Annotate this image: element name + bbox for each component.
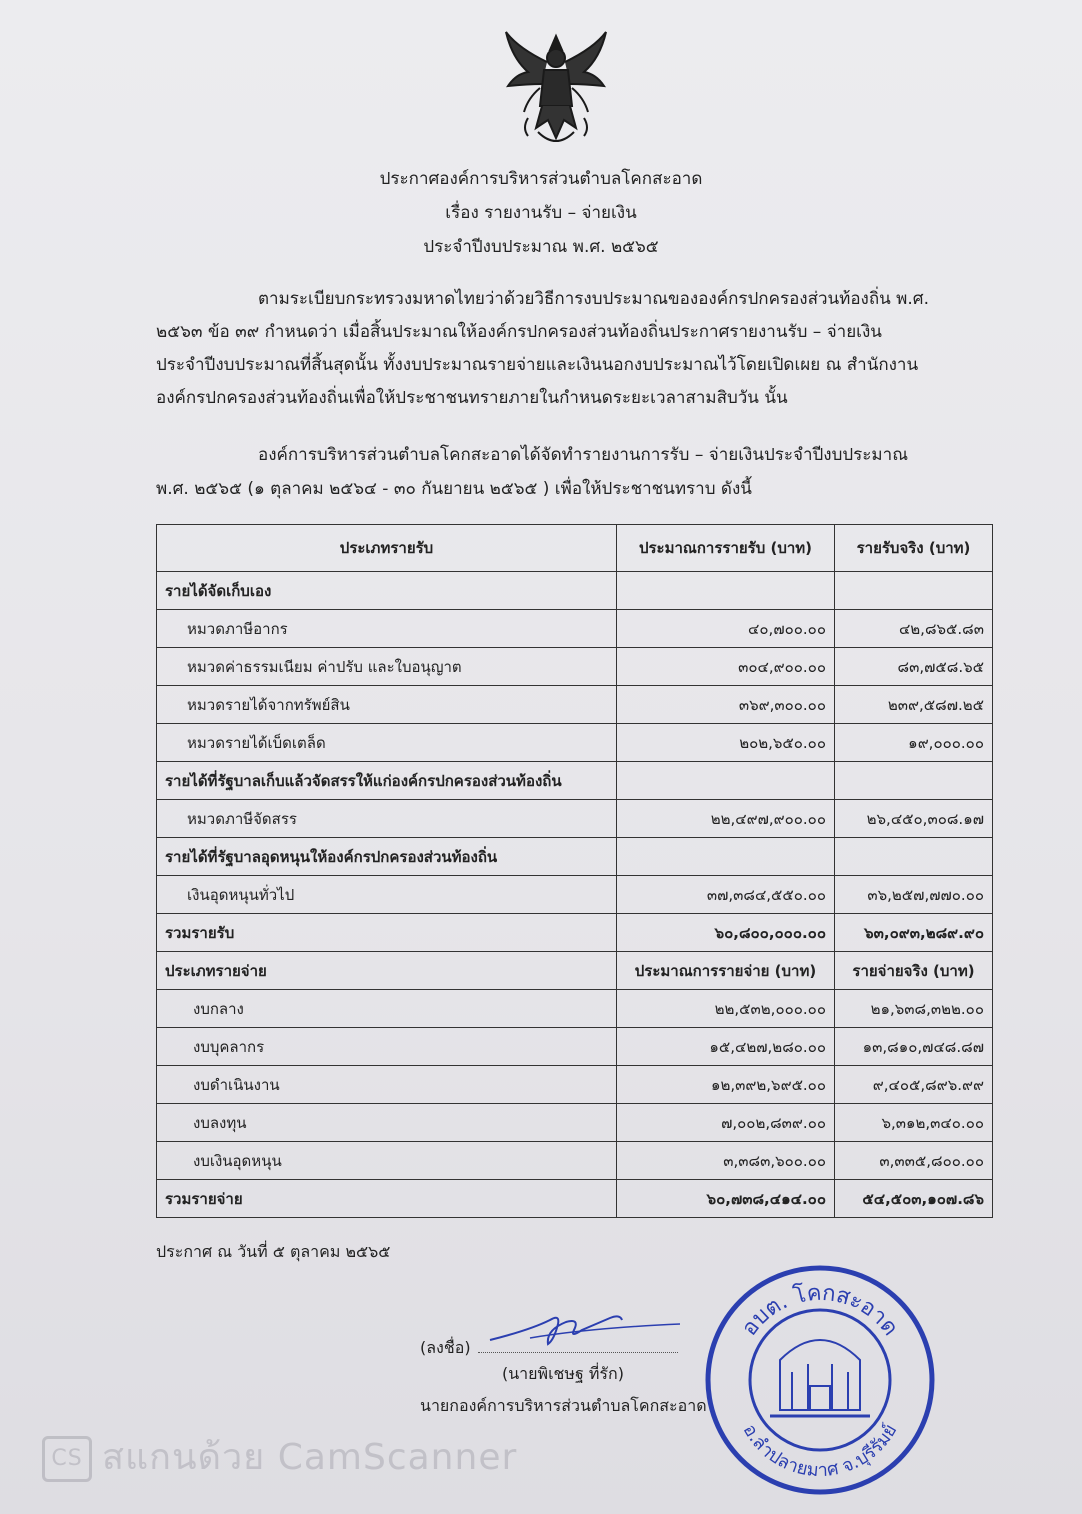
garuda-emblem-icon [498,28,614,150]
row-actual: ๔๒,๘๖๕.๘๓ [835,610,993,648]
watermark-text: สแกนด้วย CamScanner [102,1437,518,1478]
row-label: รวมรายรับ [157,914,617,952]
row-estimate [617,572,835,610]
row-actual: ๑๓,๘๑๐,๗๔๘.๘๗ [835,1028,993,1066]
scanner-watermark [42,1428,517,1485]
row-actual: ๖,๓๑๒,๓๔๐.๐๐ [835,1104,993,1142]
header-line-3: ประจำปีงบประมาณ พ.ศ. ๒๕๖๕ [423,237,659,257]
row-label: งบบุคลากร [157,1028,617,1066]
stamp-bottom-text: อ.ลำปลายมาศ จ.บุรีรัมย์ [738,1420,902,1482]
row-estimate: ๗,๐๐๒,๘๓๙.๐๐ [617,1104,835,1142]
row-label: หมวดภาษีจัดสรร [157,800,617,838]
row-label: งบกลาง [157,990,617,1028]
table-row-item [157,648,993,686]
row-actual: ๓,๓๓๕,๘๐๐.๐๐ [835,1142,993,1180]
row-estimate: ๖๐,๘๐๐,๐๐๐.๐๐ [617,914,835,952]
table-row-subhead [157,952,993,990]
table-row-item [157,876,993,914]
row-actual: ๓๖,๒๕๗,๗๗๐.๐๐ [835,876,993,914]
para1-line-2: ๒๕๖๓ ข้อ ๓๙ กำหนดว่า เมื่อสิ้นประมาณให้องค์กรปกครองส่วนท้องถิ่นประกาศรายงานรับ – จ่ายเงิน [156,322,882,342]
row-label: หมวดค่าธรรมเนียม ค่าปรับ และใบอนุญาต [157,648,617,686]
row-label: ประเภทรายจ่าย [157,952,617,990]
row-label: งบเงินอุดหนุน [157,1142,617,1180]
table-row-item [157,610,993,648]
signer-position: นายกองค์การบริหารส่วนตำบลโคกสะอาด [420,1396,707,1415]
row-estimate [617,838,835,876]
table-row-item2 [157,990,993,1028]
row-actual: ๘๓,๗๕๘.๖๕ [835,648,993,686]
table-row-item2 [157,1066,993,1104]
row-actual [835,762,993,800]
table-row-item [157,724,993,762]
row-actual: รายจ่ายจริง (บาท) [835,952,993,990]
para2-line-1: องค์การบริหารส่วนตำบลโคกสะอาดได้จัดทำรายงานการรับ – จ่ายเงินประจำปีงบประมาณ [258,445,908,465]
row-label: หมวดรายได้จากทรัพย์สิน [157,686,617,724]
table-row-item [157,686,993,724]
row-estimate: ๑๕,๔๒๗,๒๘๐.๐๐ [617,1028,835,1066]
income-expense-table [156,524,993,1218]
row-label: รายได้ที่รัฐบาลเก็บแล้วจัดสรรให้แก่องค์กรปกครองส่วนท้องถิ่น [157,762,617,800]
row-estimate: ๔๐,๗๐๐.๐๐ [617,610,835,648]
para1-line-4: องค์กรปกครองส่วนท้องถิ่นเพื่อให้ประชาชนทรายภายในกำหนดระยะเวลาสามสิบวัน นั้น [156,388,788,408]
para1-line-3: ประจำปีงบประมาณที่สิ้นสุดนั้น ทั้งงบประมาณรายจ่ายและเงินนอกงบประมาณไว้โดยเปิดเผย ณ สำนักงาน [156,355,919,375]
table-row-item2 [157,1028,993,1066]
row-actual: ๕๔,๕๐๓,๑๐๗.๘๖ [835,1180,993,1218]
row-actual [835,572,993,610]
table-row-total [157,914,993,952]
row-actual: ๒๖,๔๕๐,๓๐๘.๑๗ [835,800,993,838]
row-actual: ๖๓,๐๙๓,๒๘๙.๙๐ [835,914,993,952]
header-line-1: ประกาศองค์การบริหารส่วนตำบลโคกสะอาด [379,169,703,189]
announce-date: ประกาศ ณ วันที่ ๕ ตุลาคม ๒๕๖๕ [156,1242,391,1261]
row-estimate: ประมาณการรายจ่าย (บาท) [617,952,835,990]
row-estimate: ๓,๓๘๓,๖๐๐.๐๐ [617,1142,835,1180]
row-actual: ๒๓๙,๕๘๗.๒๕ [835,686,993,724]
row-label: หมวดรายได้เบ็ดเตล็ด [157,724,617,762]
row-estimate: ๓๖๙,๓๐๐.๐๐ [617,686,835,724]
row-label: งบดำเนินงาน [157,1066,617,1104]
header-line-2: เรื่อง รายงานรับ – จ่ายเงิน [445,203,637,223]
row-estimate: ๖๐,๗๓๘,๔๑๔.๐๐ [617,1180,835,1218]
row-estimate: ๒๐๒,๖๕๐.๐๐ [617,724,835,762]
table-row-group [157,838,993,876]
para1-line-1: ตามระเบียบกระทรวงมหาดไทยว่าด้วยวิธีการงบประมาณขององค์กรปกครองส่วนท้องถิ่น พ.ศ. [258,289,929,309]
row-actual: ๑๙,๐๐๐.๐๐ [835,724,993,762]
stamp-top-text: อบต. โคกสะอาด [737,1280,903,1341]
row-estimate: ๒๒,๔๙๗,๙๐๐.๐๐ [617,800,835,838]
header-estimate: ประมาณการรายรับ (บาท) [617,525,835,572]
row-estimate: ๑๒,๓๙๒,๖๙๕.๐๐ [617,1066,835,1104]
table-row-item2 [157,1142,993,1180]
row-label: รวมรายจ่าย [157,1180,617,1218]
table-row-item [157,800,993,838]
row-actual: ๙,๔๐๕,๘๙๖.๙๙ [835,1066,993,1104]
table-row-item2 [157,1104,993,1142]
signer-name: (นายพิเชษฐ ที่รัก) [502,1364,624,1383]
row-actual [835,838,993,876]
row-label: หมวดภาษีอากร [157,610,617,648]
table-header-row [157,525,993,572]
row-estimate [617,762,835,800]
header-category: ประเภทรายรับ [157,525,617,572]
camscanner-logo-icon: CS [42,1436,92,1482]
header-actual: รายรับจริง (บาท) [835,525,993,572]
table-row-total [157,1180,993,1218]
row-label: รายได้ที่รัฐบาลอุดหนุนให้องค์กรปกครองส่วนท้องถิ่น [157,838,617,876]
row-estimate: ๓๐๔,๙๐๐.๐๐ [617,648,835,686]
row-actual: ๒๑,๖๓๘,๓๒๒.๐๐ [835,990,993,1028]
table-row-group [157,762,993,800]
sign-label-text: (ลงชื่อ) [420,1338,471,1357]
official-stamp [700,1260,940,1500]
handwritten-signature [470,1300,690,1360]
row-label: งบลงทุน [157,1104,617,1142]
table-row-group [157,572,993,610]
row-estimate: ๒๒,๕๓๒,๐๐๐.๐๐ [617,990,835,1028]
row-estimate: ๓๗,๓๘๔,๕๕๐.๐๐ [617,876,835,914]
row-label: เงินอุดหนุนทั่วไป [157,876,617,914]
row-label: รายได้จัดเก็บเอง [157,572,617,610]
para2-line-2: พ.ศ. ๒๕๖๕ (๑ ตุลาคม ๒๕๖๔ - ๓๐ กันยายน ๒๕๖๕ ) เพื่อให้ประชาชนทราบ ดังนี้ [156,479,752,499]
